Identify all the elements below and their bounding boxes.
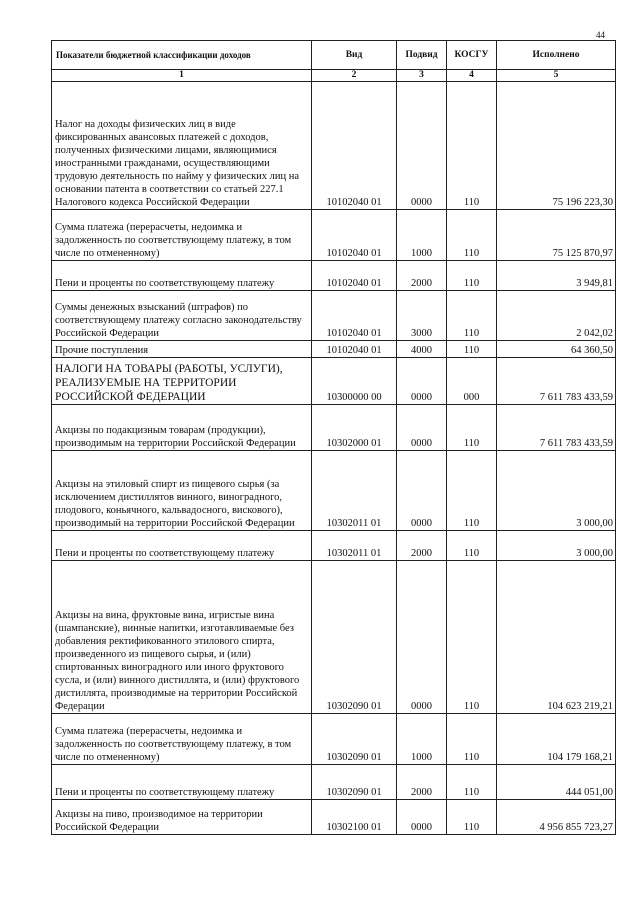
row-podvid: 2000 bbox=[397, 261, 447, 291]
page-number: 44 bbox=[596, 30, 605, 40]
row-vid: 10102040 01 bbox=[312, 261, 397, 291]
row-name: Акцизы на вина, фруктовые вина, игристые вина (шампанские), винные напитки, изготавливаемые без добавления ректификованного этилового спирта, произведенного из пищевого сырья, и (или) спиртованных виноградного или иного фруктового сусла, и (или) винного дистиллята, и (или) фруктового дистиллята, производимые на территории Российской Федерации bbox=[52, 561, 312, 714]
column-number: 1 bbox=[52, 70, 312, 82]
row-name: НАЛОГИ НА ТОВАРЫ (РАБОТЫ, УСЛУГИ), РЕАЛИЗУЕМЫЕ НА ТЕРРИТОРИИ РОССИЙСКОЙ ФЕДЕРАЦИИ bbox=[52, 358, 312, 405]
row-podvid: 0000 bbox=[397, 451, 447, 531]
column-number: 4 bbox=[447, 70, 497, 82]
row-vid: 10102040 01 bbox=[312, 341, 397, 358]
row-kosgu: 110 bbox=[447, 405, 497, 451]
table-row bbox=[52, 800, 616, 835]
table-row bbox=[52, 210, 616, 261]
row-amount: 444 051,00 bbox=[497, 765, 616, 800]
row-podvid: 4000 bbox=[397, 341, 447, 358]
row-kosgu: 000 bbox=[447, 358, 497, 405]
row-name: Налог на доходы физических лиц в виде фиксированных авансовых платежей с доходов, полученных физическими лицами, являющимися иностранными гражданами, осуществляющими трудовую деятельность по найму у физических лиц на основании патента в соответствии со статьей 227.1 Налогового кодекса Российской Федерации bbox=[52, 82, 312, 210]
row-amount: 7 611 783 433,59 bbox=[497, 405, 616, 451]
column-number-row bbox=[52, 70, 616, 82]
row-amount: 4 956 855 723,27 bbox=[497, 800, 616, 835]
row-kosgu: 110 bbox=[447, 765, 497, 800]
row-amount: 3 000,00 bbox=[497, 451, 616, 531]
row-vid: 10302090 01 bbox=[312, 765, 397, 800]
header-kosgu: КОСГУ bbox=[447, 41, 497, 70]
row-amount: 3 949,81 bbox=[497, 261, 616, 291]
row-name: Сумма платежа (перерасчеты, недоимка и задолженность по соответствующему платежу, в том числе по отмененному) bbox=[52, 714, 312, 765]
row-vid: 10302090 01 bbox=[312, 561, 397, 714]
row-vid: 10302011 01 bbox=[312, 451, 397, 531]
row-podvid: 3000 bbox=[397, 291, 447, 341]
table-row bbox=[52, 714, 616, 765]
row-vid: 10102040 01 bbox=[312, 82, 397, 210]
row-name: Суммы денежных взысканий (штрафов) по соответствующему платежу согласно законодательству Российской Федерации bbox=[52, 291, 312, 341]
row-vid: 10102040 01 bbox=[312, 291, 397, 341]
table-row bbox=[52, 561, 616, 714]
table-row bbox=[52, 405, 616, 451]
row-vid: 10302100 01 bbox=[312, 800, 397, 835]
row-amount: 104 623 219,21 bbox=[497, 561, 616, 714]
header-executed: Исполнено bbox=[497, 41, 616, 70]
row-podvid: 0000 bbox=[397, 358, 447, 405]
row-amount: 75 125 870,97 bbox=[497, 210, 616, 261]
column-number: 3 bbox=[397, 70, 447, 82]
row-kosgu: 110 bbox=[447, 261, 497, 291]
row-amount: 75 196 223,30 bbox=[497, 82, 616, 210]
row-kosgu: 110 bbox=[447, 451, 497, 531]
row-kosgu: 110 bbox=[447, 210, 497, 261]
row-vid: 10300000 00 bbox=[312, 358, 397, 405]
row-podvid: 0000 bbox=[397, 82, 447, 210]
row-podvid: 1000 bbox=[397, 714, 447, 765]
table-header-row bbox=[52, 41, 616, 70]
header-podvid: Подвид bbox=[397, 41, 447, 70]
table-row bbox=[52, 261, 616, 291]
row-kosgu: 110 bbox=[447, 714, 497, 765]
row-vid: 10302090 01 bbox=[312, 714, 397, 765]
row-amount: 7 611 783 433,59 bbox=[497, 358, 616, 405]
row-name: Пени и проценты по соответствующему платежу bbox=[52, 531, 312, 561]
table-row bbox=[52, 291, 616, 341]
table-row bbox=[52, 341, 616, 358]
budget-income-table bbox=[51, 40, 616, 835]
row-podvid: 0000 bbox=[397, 561, 447, 714]
row-name: Акцизы по подакцизным товарам (продукции), производимым на территории Российской Федерации bbox=[52, 405, 312, 451]
row-podvid: 2000 bbox=[397, 765, 447, 800]
row-kosgu: 110 bbox=[447, 800, 497, 835]
row-name: Пени и проценты по соответствующему платежу bbox=[52, 765, 312, 800]
row-name: Акцизы на пиво, производимое на территории Российской Федерации bbox=[52, 800, 312, 835]
table-row bbox=[52, 765, 616, 800]
header-vid: Вид bbox=[312, 41, 397, 70]
table-row bbox=[52, 451, 616, 531]
row-amount: 64 360,50 bbox=[497, 341, 616, 358]
table-row bbox=[52, 358, 616, 405]
column-number: 5 bbox=[497, 70, 616, 82]
row-vid: 10102040 01 bbox=[312, 210, 397, 261]
row-vid: 10302000 01 bbox=[312, 405, 397, 451]
header-indicators: Показатели бюджетной классификации доходов bbox=[52, 41, 312, 70]
column-number: 2 bbox=[312, 70, 397, 82]
row-name: Прочие поступления bbox=[52, 341, 312, 358]
row-kosgu: 110 bbox=[447, 291, 497, 341]
row-amount: 104 179 168,21 bbox=[497, 714, 616, 765]
row-podvid: 2000 bbox=[397, 531, 447, 561]
table-row bbox=[52, 531, 616, 561]
row-name: Акцизы на этиловый спирт из пищевого сырья (за исключением дистиллятов винного, виноградного, плодового, коньячного, кальвадосного, вискового), производимый на территории Российской Федерации bbox=[52, 451, 312, 531]
row-kosgu: 110 bbox=[447, 341, 497, 358]
table-row bbox=[52, 82, 616, 210]
row-podvid: 0000 bbox=[397, 405, 447, 451]
row-kosgu: 110 bbox=[447, 82, 497, 210]
row-kosgu: 110 bbox=[447, 561, 497, 714]
row-amount: 3 000,00 bbox=[497, 531, 616, 561]
row-name: Пени и проценты по соответствующему платежу bbox=[52, 261, 312, 291]
row-vid: 10302011 01 bbox=[312, 531, 397, 561]
row-name: Сумма платежа (перерасчеты, недоимка и задолженность по соответствующему платежу, в том числе по отмененному) bbox=[52, 210, 312, 261]
row-podvid: 0000 bbox=[397, 800, 447, 835]
row-podvid: 1000 bbox=[397, 210, 447, 261]
row-kosgu: 110 bbox=[447, 531, 497, 561]
row-amount: 2 042,02 bbox=[497, 291, 616, 341]
